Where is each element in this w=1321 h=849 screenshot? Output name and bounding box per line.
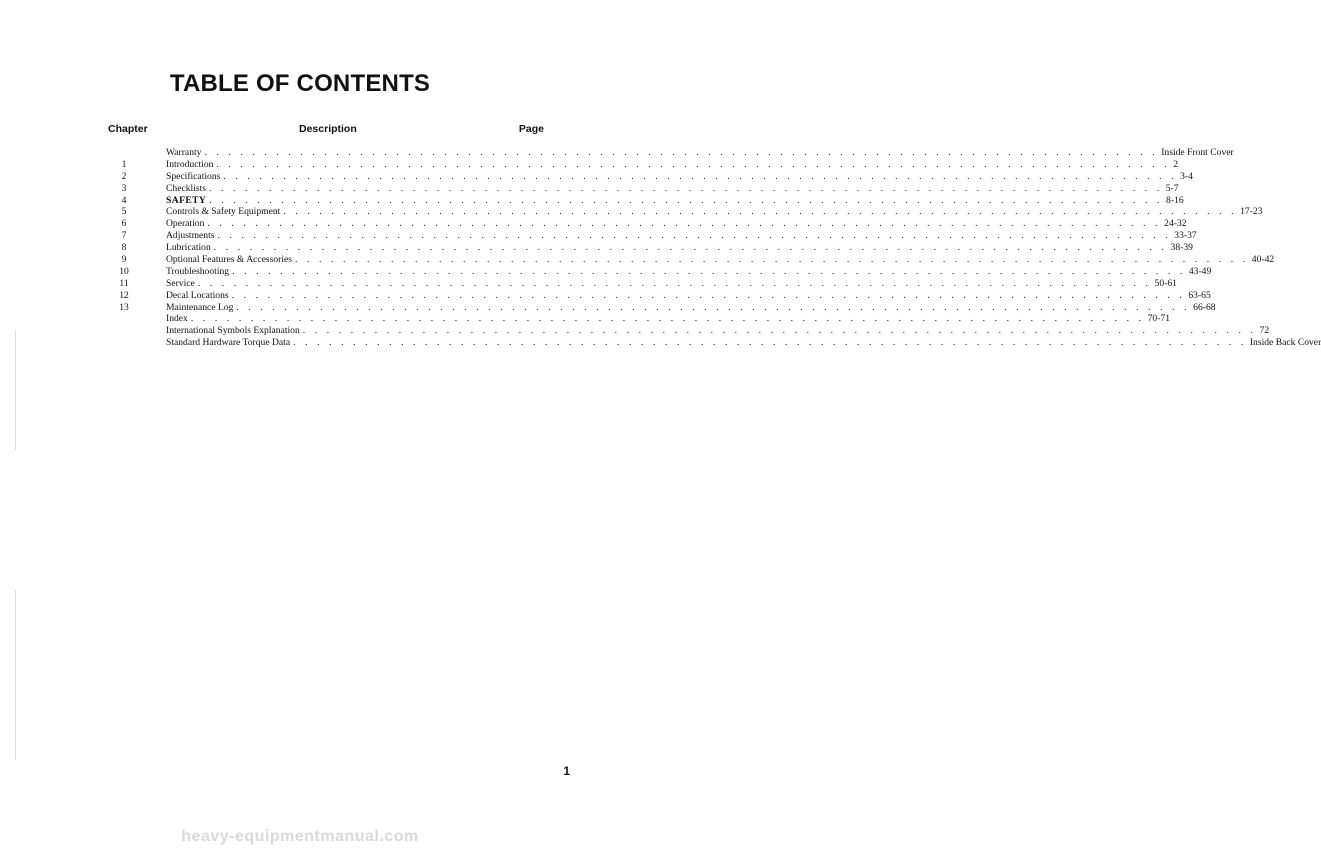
toc-list: [100, 147, 1321, 349]
toc-chapter-number: 11: [119, 277, 129, 289]
page-title: TABLE OF CONTENTS: [169, 70, 431, 97]
watermark: heavy-equipmentmanual.com: [181, 828, 419, 845]
toc-row: [100, 147, 1234, 159]
toc-chapter-number: 9: [121, 254, 127, 266]
toc-description: Introduction: [166, 158, 214, 170]
toc-row: [100, 182, 1179, 195]
toc-chapter-number: 5: [121, 206, 127, 218]
scan-artifact-line: [15, 590, 16, 760]
toc-chapter-number: 1: [121, 158, 127, 170]
toc-page-ref: 8-16: [1166, 194, 1184, 206]
column-header-description: Description: [299, 123, 357, 135]
toc-dot-leader: . . . . . . . . . . . . . . . . . . . . . . . . . . . . . . . . . . . . . . . . . . . . . . . . . . . . . . . . . . . . . . . . . . . . . . . . . . . . . . . .: [190, 313, 1145, 325]
toc-page-ref: 5-7: [1165, 182, 1179, 194]
toc-row: [100, 230, 1197, 242]
toc-row: [100, 158, 1178, 171]
toc-row: [100, 242, 1193, 254]
toc-chapter-number: 6: [121, 218, 127, 230]
toc-dot-leader: . . . . . . . . . . . . . . . . . . . . . . . . . . . . . . . . . . . . . . . . . . . . . . . . . . . . . . . . . . . . . . . . . . . . . . . . . . . . . . . .: [204, 147, 1159, 158]
toc-description: Troubleshooting: [166, 265, 230, 277]
toc-row: [100, 301, 1216, 314]
toc-chapter-number: 7: [121, 230, 127, 242]
page-number: 1: [563, 764, 570, 778]
toc-page-ref: 43-49: [1188, 265, 1212, 277]
toc-dot-leader: . . . . . . . . . . . . . . . . . . . . . . . . . . . . . . . . . . . . . . . . . . . . . . . . . . . . . . . . . . . . . . . . . . . . . . . . . . . . . . . .: [295, 254, 1249, 266]
toc-chapter-number: 13: [119, 301, 129, 313]
toc-chapter-number: 8: [121, 242, 127, 254]
toc-dot-leader: . . . . . . . . . . . . . . . . . . . . . . . . . . . . . . . . . . . . . . . . . . . . . . . . . . . . . . . . . . . . . . . . . . . . . . . . . . . . . . . .: [293, 337, 1247, 349]
toc-description: Checklists: [166, 182, 206, 194]
toc-dot-leader: . . . . . . . . . . . . . . . . . . . . . . . . . . . . . . . . . . . . . . . . . . . . . . . . . . . . . . . . . . . . . . . . . . . . . . . . . . . . . . . .: [217, 230, 1172, 242]
toc-chapter-number: 4: [121, 194, 127, 206]
toc-dot-leader: . . . . . . . . . . . . . . . . . . . . . . . . . . . . . . . . . . . . . . . . . . . . . . . . . . . . . . . . . . . . . . . . . . . . . . . . . . . . . . . .: [232, 265, 1186, 277]
toc-row: [100, 206, 1263, 218]
toc-row: [100, 289, 1211, 302]
toc-dot-leader: . . . . . . . . . . . . . . . . . . . . . . . . . . . . . . . . . . . . . . . . . . . . . . . . . . . . . . . . . . . . . . . . . . . . . . . . . . . . . . . .: [236, 301, 1191, 313]
toc-page-ref: 40-42: [1251, 254, 1275, 266]
toc-description: Adjustments: [166, 230, 215, 242]
toc-page-ref: Inside Back Cover: [1249, 337, 1321, 349]
toc-row: [100, 170, 1193, 183]
toc-description: Controls & Safety Equipment: [166, 206, 281, 218]
toc-chapter-number: 10: [119, 265, 129, 277]
toc-description: SAFETY: [166, 194, 207, 206]
toc-row: [100, 194, 1184, 207]
toc-dot-leader: . . . . . . . . . . . . . . . . . . . . . . . . . . . . . . . . . . . . . . . . . . . . . . . . . . . . . . . . . . . . . . . . . . . . . . . . . . . . . . . .: [223, 170, 1178, 182]
toc-page-ref: 70-71: [1147, 313, 1170, 325]
toc-page-ref: 2: [1173, 158, 1178, 170]
toc-dot-leader: . . . . . . . . . . . . . . . . . . . . . . . . . . . . . . . . . . . . . . . . . . . . . . . . . . . . . . . . . . . . . . . . . . . . . . . . . . . . . . . .: [231, 289, 1186, 301]
toc-row: [100, 313, 1170, 325]
toc-description: Optional Features & Accessories: [166, 254, 293, 266]
toc-dot-leader: . . . . . . . . . . . . . . . . . . . . . . . . . . . . . . . . . . . . . . . . . . . . . . . . . . . . . . . . . . . . . . . . . . . . . . . . . . . . . . . .: [209, 194, 1164, 206]
toc-description: Index: [166, 313, 188, 325]
toc-description: Maintenance Log: [166, 301, 234, 313]
toc-description: Service: [166, 277, 195, 289]
toc-page-ref: 24-32: [1164, 218, 1187, 230]
column-header-chapter: Chapter: [108, 123, 148, 135]
toc-page-ref: 33-37: [1174, 230, 1197, 242]
toc-chapter-number: 3: [121, 182, 127, 194]
scan-artifact-line: [15, 330, 16, 450]
toc-dot-leader: . . . . . . . . . . . . . . . . . . . . . . . . . . . . . . . . . . . . . . . . . . . . . . . . . . . . . . . . . . . . . . . . . . . . . . . . . . . . . . . .: [283, 206, 1238, 218]
toc-description: Decal Locations: [166, 289, 229, 301]
toc-dot-leader: . . . . . . . . . . . . . . . . . . . . . . . . . . . . . . . . . . . . . . . . . . . . . . . . . . . . . . . . . . . . . . . . . . . . . . . . . . . . . . . .: [197, 277, 1152, 289]
toc-page-ref: 63-65: [1188, 289, 1211, 301]
toc-chapter-number: 12: [119, 289, 129, 301]
toc-row: [100, 265, 1212, 278]
toc-dot-leader: . . . . . . . . . . . . . . . . . . . . . . . . . . . . . . . . . . . . . . . . . . . . . . . . . . . . . . . . . . . . . . . . . . . . . . . . . . . . . . . .: [216, 158, 1171, 170]
toc-row: [100, 254, 1275, 266]
toc-row: [100, 337, 1321, 349]
toc-page-ref: 72: [1259, 325, 1270, 337]
toc-description: Lubrication: [166, 242, 211, 254]
toc-page-ref: 17-23: [1240, 206, 1263, 218]
toc-page-ref: 3-4: [1180, 170, 1193, 182]
column-header-page: Page: [518, 123, 544, 135]
toc-page-ref: 66-68: [1193, 301, 1216, 313]
toc-row: [100, 218, 1187, 230]
toc-description: Specifications: [166, 170, 221, 182]
toc-page-ref: 50-61: [1154, 277, 1177, 289]
toc-description: International Symbols Explanation: [166, 325, 300, 337]
toc-description: Standard Hardware Torque Data: [166, 337, 291, 349]
toc-dot-leader: . . . . . . . . . . . . . . . . . . . . . . . . . . . . . . . . . . . . . . . . . . . . . . . . . . . . . . . . . . . . . . . . . . . . . . . . . . . . . . . .: [208, 182, 1163, 194]
toc-description: Warranty: [166, 147, 202, 158]
toc-row: [100, 325, 1270, 337]
toc-page-ref: 38-39: [1170, 242, 1193, 254]
toc-page-ref: Inside Front Cover: [1161, 147, 1234, 158]
toc-dot-leader: . . . . . . . . . . . . . . . . . . . . . . . . . . . . . . . . . . . . . . . . . . . . . . . . . . . . . . . . . . . . . . . . . . . . . . . . . . . . . . . .: [207, 218, 1162, 230]
toc-description: Operation: [166, 218, 205, 230]
toc-dot-leader: . . . . . . . . . . . . . . . . . . . . . . . . . . . . . . . . . . . . . . . . . . . . . . . . . . . . . . . . . . . . . . . . . . . . . . . . . . . . . . . .: [302, 325, 1257, 337]
toc-row: [100, 277, 1177, 290]
toc-chapter-number: 2: [121, 170, 127, 182]
toc-dot-leader: . . . . . . . . . . . . . . . . . . . . . . . . . . . . . . . . . . . . . . . . . . . . . . . . . . . . . . . . . . . . . . . . . . . . . . . . . . . . . . . .: [213, 242, 1168, 254]
